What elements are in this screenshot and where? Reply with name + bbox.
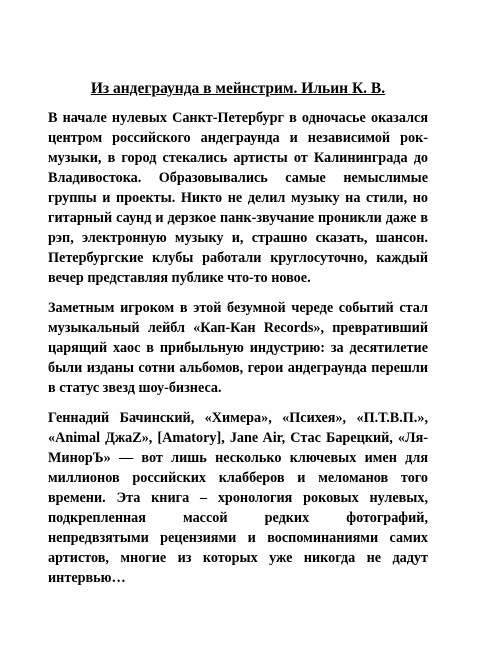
paragraph-2: Заметным игроком в этой безумной череде событий стал музыкальный лейбл «Кап-Кан Records», превративший царящий хаос в прибыльную индустрию: за десятилетие были изданы сотни альбомов, герои андеграунда перешли в статус звезд шоу-бизнеса. [48, 300, 428, 396]
document-page [48, 80, 428, 598]
document-title: Из андеграунда в мейнстрим. Ильин К. В. [90, 80, 386, 97]
paragraph-3: Геннадий Бачинский, «Химера», «Психея», «П.Т.В.П.», «Animal ДжаZ», [Amatory], Jane Air, Стас Барецкий, «Ля-МинорЪ» — вот лишь несколько ключевых имен для миллионов российских клабберов и меломанов того времени. Эта книга – хронология роковых нулевых, подкрепленная массой редких фотографий, непредвзятыми рецензиями и воспоминаниями самих артистов, многие из которых уже никогда не дадут интервью… [48, 410, 428, 586]
paragraph-1: В начале нулевых Санкт-Петербург в одночасье оказался центром российского андеграунда и независимой рок-музыки, в город стекались артисты от Калининграда до Владивостока. Образовывались самые немыслимые группы и проекты. Никто не делил музыку на стили, но гитарный саунд и дерзкое панк-звучание проникли даже в рэп, электронную музыку и, страшно сказать, шансон. Петербургские клубы работали круглосуточно, каждый вечер представляя публике что-то новое. [48, 110, 428, 286]
